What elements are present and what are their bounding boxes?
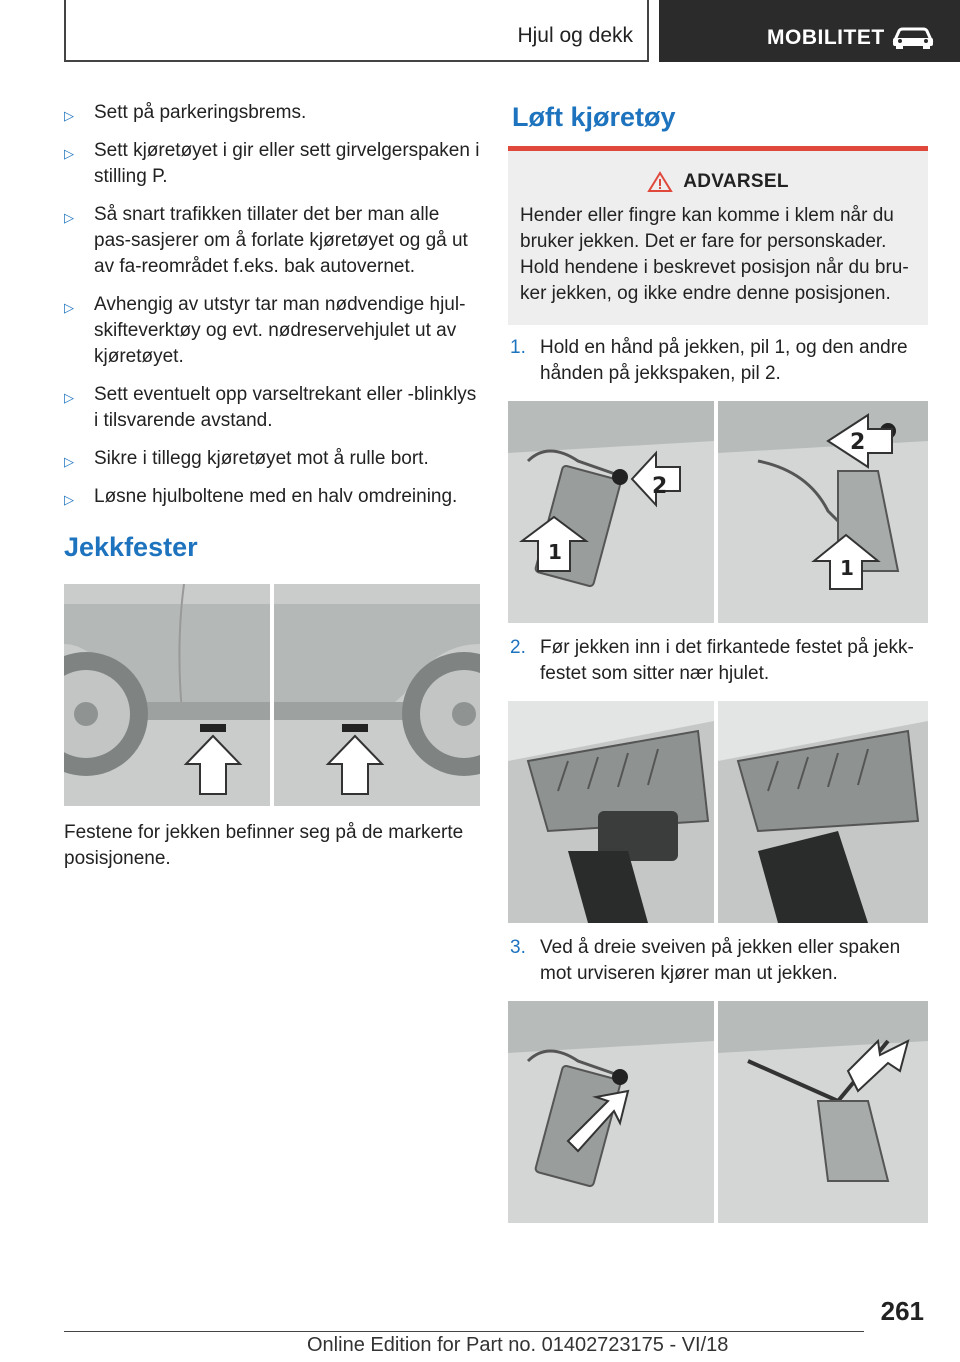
warning-text: Hender eller fingre kan komme i klem når du bruker jekken. Det er fare for personskader. Hold hendene i beskrevet posisjon når du bru-ker jekken, og ikke endre denne posisjonen. (520, 205, 909, 304)
step-number: 1. (510, 337, 526, 358)
edition-text: Online Edition for Part no. 01402723175 - VI/18 (307, 1334, 729, 1356)
arrow-label: 2 (652, 474, 668, 499)
list-item-text: Sett på parkeringsbrems. (94, 102, 307, 123)
list-item-text: Sett eventuelt opp varseltrekant eller -blinklys i tilsvarende avstand. (94, 384, 477, 431)
step-text: Ved å dreie sveiven på jekken eller spaken mot urviseren kjører man ut jekken. (540, 937, 901, 984)
list-item-text: Avhengig av utstyr tar man nødvendige hjul-skifteverktøy og evt. nødreservehjulet ut av kjøretøyet. (94, 294, 466, 367)
warning-title: ADVARSEL (683, 171, 789, 192)
warning-triangle-icon (647, 171, 673, 193)
arrow-label: 1 (548, 540, 562, 564)
triangle-bullet-icon: ▷ (64, 390, 74, 405)
step-item (508, 335, 928, 387)
page-header (0, 0, 960, 66)
arrow-label: 2 (850, 430, 866, 455)
list-item (64, 138, 480, 190)
steps-list (508, 935, 928, 987)
step-text: Hold en hånd på jekken, pil 1, og den andre hånden på jekkspaken, pil 2. (540, 337, 908, 384)
car-icon (891, 26, 935, 50)
jack-points-caption: Festene for jekken befinner seg på de markerte posisjonene. (64, 822, 464, 869)
list-item (64, 100, 480, 126)
arrow-label: 1 (840, 556, 854, 580)
list-item (64, 292, 480, 370)
step-number: 2. (510, 637, 526, 658)
warning-header (520, 169, 916, 195)
triangle-bullet-icon: ▷ (64, 454, 74, 469)
triangle-bullet-icon: ▷ (64, 146, 74, 161)
section-title: Hjul og dekk (517, 24, 633, 47)
list-item (64, 382, 480, 434)
jack-handling-illustration (508, 401, 928, 623)
steps-list (508, 635, 928, 687)
triangle-bullet-icon: ▷ (64, 210, 74, 225)
jack-points-heading: Jekkfester (64, 532, 198, 562)
list-item-text: Sikre i tillegg kjøretøyet mot å rulle bort. (94, 448, 429, 469)
steps-list (508, 335, 928, 387)
footer-divider (64, 1331, 864, 1332)
list-item-text: Så snart trafikken tillater det ber man alle pas-sasjerer om å forlate kjøretøyet og gå ut av fa-reområdet f.eks. bak autovernet. (94, 204, 468, 277)
list-item-text: Løsne hjulboltene med en halv omdreining. (94, 486, 458, 507)
warning-box (508, 146, 928, 325)
step-number: 3. (510, 937, 526, 958)
chapter-title: MOBILITET (767, 26, 885, 49)
page-number: 261 (880, 1296, 924, 1326)
lift-vehicle-heading: Løft kjøretøy (512, 102, 676, 132)
preparation-list (64, 100, 480, 510)
triangle-bullet-icon: ▷ (64, 492, 74, 507)
right-column (508, 100, 928, 1223)
chapter-tab (659, 0, 960, 62)
list-item (64, 446, 480, 472)
list-item (64, 202, 480, 280)
list-item (64, 484, 480, 510)
left-column (64, 100, 480, 872)
triangle-bullet-icon: ▷ (64, 108, 74, 123)
jack-points-illustration (64, 584, 480, 806)
section-tab (64, 0, 649, 62)
jack-insert-illustration (508, 701, 928, 923)
step-item (508, 635, 928, 687)
step-item (508, 935, 928, 987)
list-item-text: Sett kjøretøyet i gir eller sett girvelgerspaken i stilling P. (94, 140, 480, 187)
jack-crank-illustration (508, 1001, 928, 1223)
step-text: Før jekken inn i det firkantede festet på jekk-festet som sitter nær hjulet. (540, 637, 914, 684)
triangle-bullet-icon: ▷ (64, 300, 74, 315)
